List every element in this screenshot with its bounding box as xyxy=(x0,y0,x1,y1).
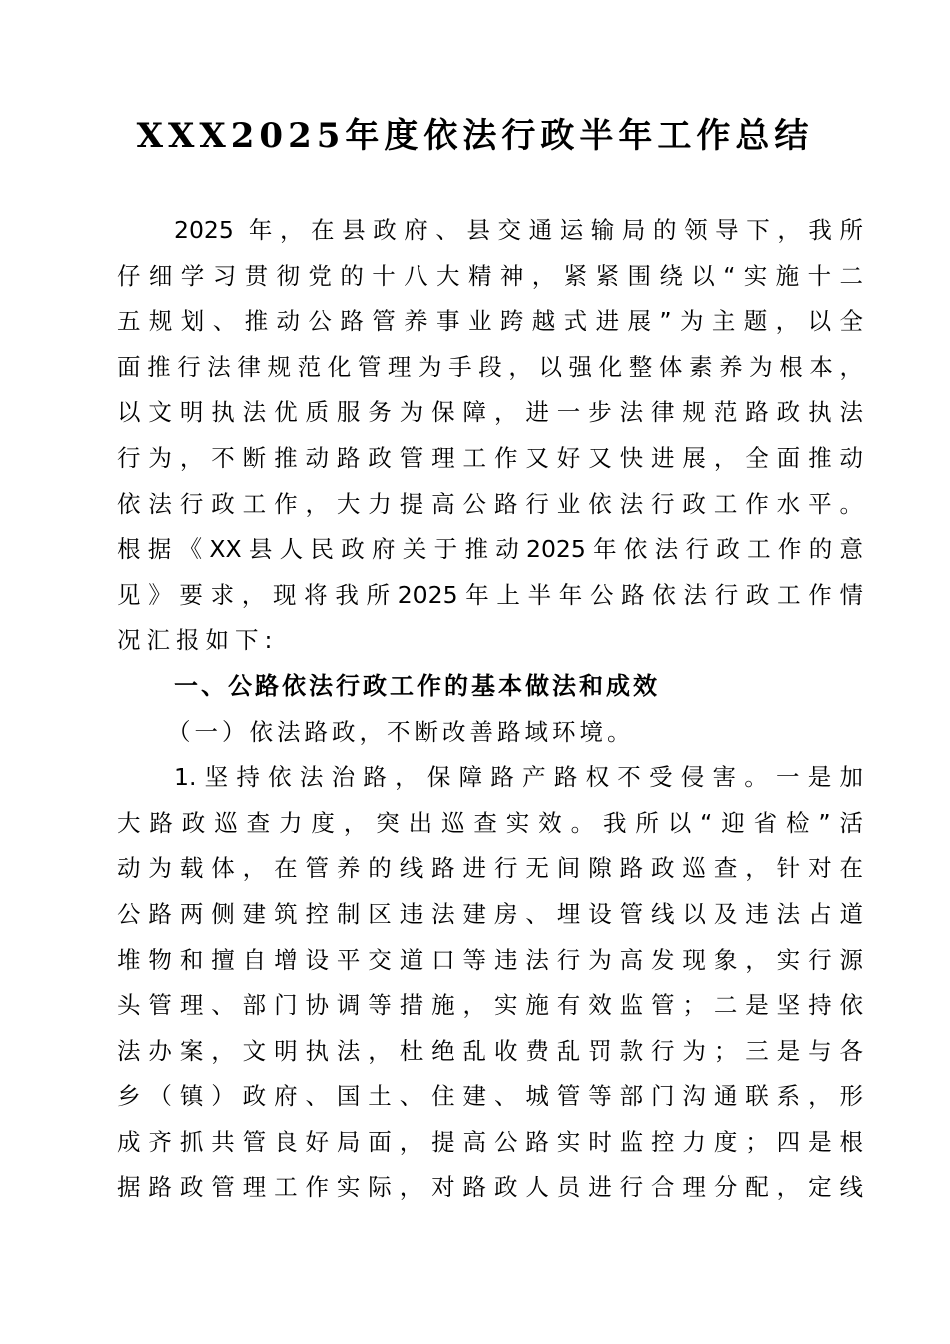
document-title: XXX2025年度依法行政半年工作总结 xyxy=(136,116,814,156)
subsection-heading: （一）依法路政，不断改善路域环境。 xyxy=(167,717,635,746)
paragraph-line: 1.坚持依法治路，保障路产路权不受侵害。一是加 xyxy=(174,763,863,792)
paragraph-line: 成齐抓共管良好局面，提高公路实时监控力度；四是根 xyxy=(117,1127,863,1156)
paragraph-line: 乡（镇）政府、国土、住建、城管等部门沟通联系，形 xyxy=(117,1082,863,1111)
paragraph-line: 况汇报如下: xyxy=(117,626,279,655)
paragraph-line: 仔细学习贯彻党的十八大精神，紧紧围绕以“实施十二 xyxy=(117,261,863,290)
paragraph-line: 头管理、部门协调等措施，实施有效监管；二是坚持依 xyxy=(117,991,863,1020)
paragraph-line: 公路两侧建筑控制区违法建房、埋设管线以及违法占道 xyxy=(117,899,863,928)
paragraph-line: 五规划、推动公路管养事业跨越式进展”为主题，以全 xyxy=(117,307,863,336)
paragraph-line: 行为，不断推动路政管理工作又好又快进展，全面推动 xyxy=(117,443,863,472)
paragraph-line: 动为载体，在管养的线路进行无间隙路政巡查，针对在 xyxy=(117,854,863,883)
paragraph-line: 以文明执法优质服务为保障，进一步法律规范路政执法 xyxy=(117,398,863,427)
paragraph-line: 根据《XX县人民政府关于推动2025年依法行政工作的意 xyxy=(117,535,863,564)
paragraph-line: 见》要求，现将我所2025年上半年公路依法行政工作情 xyxy=(117,580,863,609)
paragraph-line: 堆物和擅自增设平交道口等违法行为高发现象，实行源 xyxy=(117,945,863,974)
document-body xyxy=(117,208,863,1211)
paragraph-line: 面推行法律规范化管理为手段，以强化整体素养为根本， xyxy=(117,352,863,381)
paragraph-line: 据路政管理工作实际，对路政人员进行合理分配，定线 xyxy=(117,1173,863,1202)
paragraph-line: 大路政巡查力度，突出巡查实效。我所以“迎省检”活 xyxy=(117,808,863,837)
paragraph-line: 依法行政工作，大力提高公路行业依法行政工作水平。 xyxy=(117,489,863,518)
paragraph-line: 法办案，文明执法，杜绝乱收费乱罚款行为；三是与各 xyxy=(117,1036,863,1065)
section-heading: 一、公路依法行政工作的基本做法和成效 xyxy=(174,671,660,700)
paragraph-line: 2025 年，在县政府、县交通运输局的领导下，我所 xyxy=(174,216,863,244)
